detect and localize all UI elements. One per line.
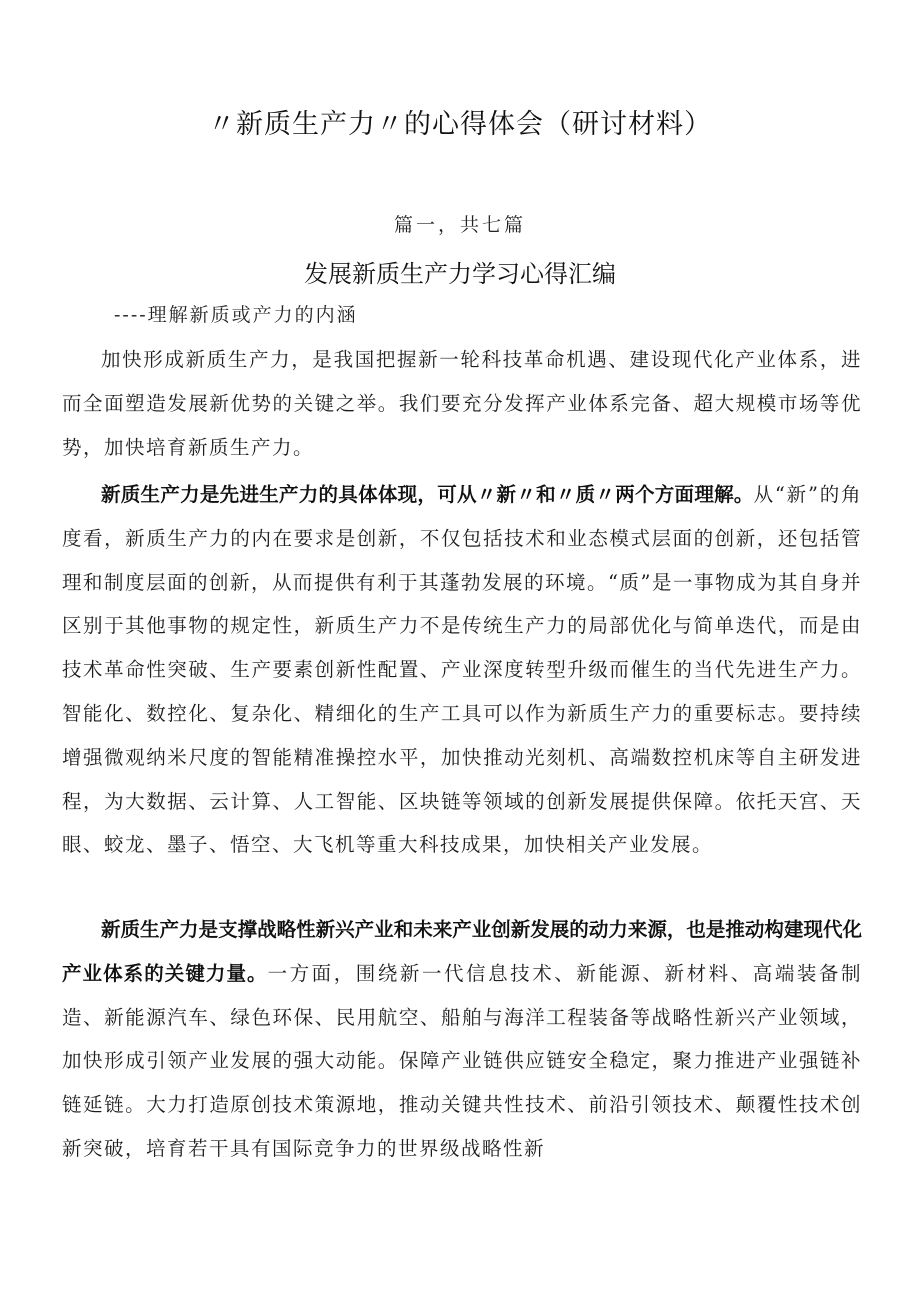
paragraph-text: 一方面，围绕新一代信息技术、新能源、新材料、高端装备制造、新能源汽车、绿色环保、民用航空、船舶与海洋工程装备等战略性新兴产业领域，加快形成引领产业发展的强大动能。保障产业链供应链安全稳定，聚力推进产业强链补链延链。大力打造原创技术策源地，推动关键共性技术、前沿引领技术、颠覆性技术创新突破，培育若干具有国际竞争力的世界级战略性新: [62, 961, 862, 1160]
paragraph-lead: 新质生产力是先进生产力的具体体现，可从〃新〃和〃质〃两个方面理解。: [101, 483, 754, 506]
paragraph-text: 从“新”的角度看，新质生产力的内在要求是创新，不仅包括技术和业态模式层面的创新，还包括管理和制度层面的创新，从而提供有利于其蓬勃发展的环境。“质”是一事物成为其自身并区别于其他事物的规定性，新质生产力不是传统生产力的局部优化与简单迭代，而是由技术革命性突破、生产要素创新性配置、产业深度转型升级而催生的当代先进生产力。智能化、数控化、复杂化、精细化的生产工具可以作为新质生产力的重要标志。要持续增强微观纳米尺度的智能精准操控水平，加快推动光刻机、高端数控机床等自主研发进程，为大数据、云计算、人工智能、区块链等领域的创新发展提供保障。依托天宫、天眼、蛟龙、墨子、悟空、大飞机等重大科技成果，加快相关产业发展。: [62, 483, 862, 857]
section-heading: ----理解新质或产力的内涵: [114, 304, 358, 326]
document-subtitle: 发展新质生产力学习心得汇编: [304, 260, 616, 288]
document-title: 〃新质生产力〃的心得体会（研讨材料）: [208, 109, 712, 140]
part-label: 篇一，共七篇: [393, 214, 526, 236]
paragraph-1: [62, 338, 862, 469]
paragraph-lead: 新质生产力是支撑战略性新兴产业和未来产业创新发展的动力来源，也是推动构建现代化产业体系的关键力量。: [62, 918, 862, 985]
paragraph-2: [62, 473, 862, 867]
paragraph-3: [62, 908, 862, 1171]
paragraph-text: 加快形成新质生产力，是我国把握新一轮科技革命机遇、建设现代化产业体系，进而全面塑造发展新优势的关键之举。我们要充分发挥产业体系完备、超大规模市场等优势，加快培育新质生产力。: [62, 348, 862, 459]
